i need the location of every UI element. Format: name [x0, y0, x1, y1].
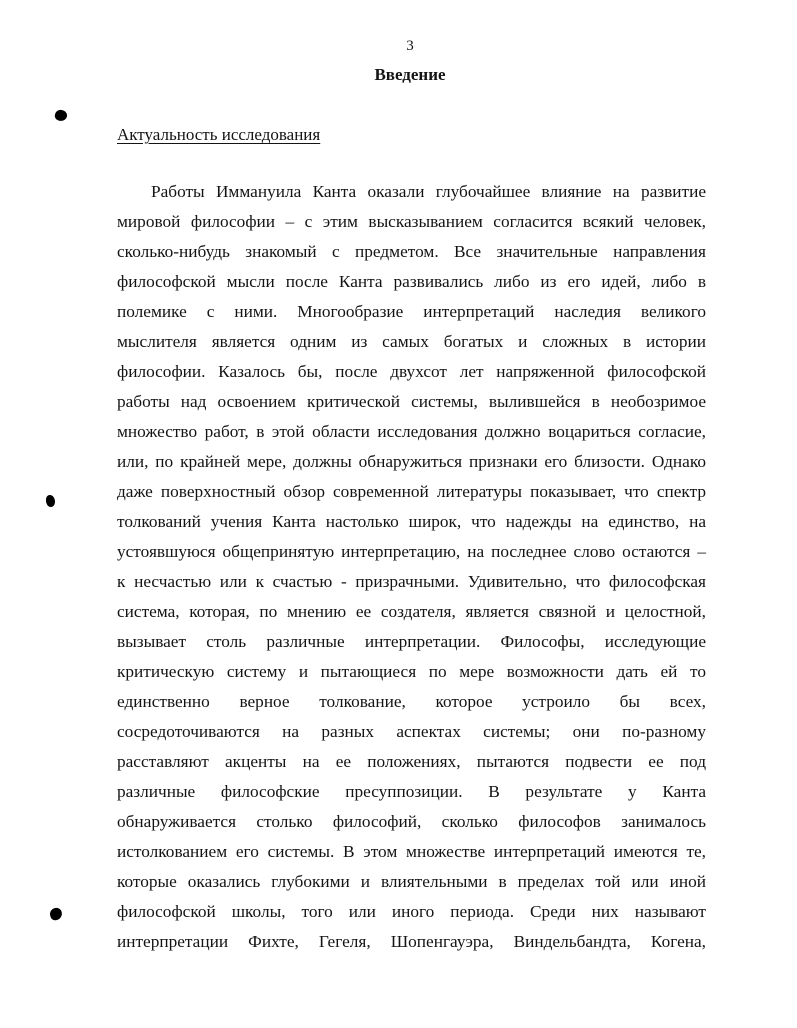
page-number: 3: [406, 38, 414, 54]
body-paragraph: [117, 177, 706, 957]
margin-ink-mark: [53, 108, 68, 122]
margin-ink-mark: [49, 907, 64, 922]
paragraph-line: система, которая, по мнению ее создателя, является связной и целостной,: [117, 602, 706, 621]
paragraph-line: мировой философии – с этим высказыванием согласится всякий человек,: [117, 212, 706, 231]
paragraph-line: философской мысли после Канта развивались либо из его идей, либо в: [117, 272, 706, 291]
paragraph-line: единственно верное толкование, которое устроило бы всех,: [117, 692, 706, 711]
paragraph-line: работы над освоением критической системы, вылившейся в необозримое: [117, 392, 706, 411]
paragraph-line: или, по крайней мере, должны обнаружиться признаки его близости. Однако: [117, 452, 706, 471]
paragraph-line: сосредоточиваются на разных аспектах системы; они по-разному: [117, 722, 706, 741]
paragraph-line: философии. Казалось бы, после двухсот лет напряженной философской: [117, 362, 706, 381]
paragraph-line: расставляют акценты на ее положениях, пытаются подвести ее под: [117, 752, 706, 771]
paragraph-line: толкований учения Канта настолько широк, что надежды на единство, на: [117, 512, 706, 531]
paragraph-line: мыслителя является одним из самых богатых и сложных в истории: [117, 332, 706, 351]
paragraph-line: истолкованием его системы. В этом множестве интерпретаций имеются те,: [117, 842, 706, 861]
paragraph-line: различные философские пресуппозиции. В результате у Канта: [117, 782, 706, 801]
paragraph-line: вызывает столь различные интерпретации. Философы, исследующие: [117, 632, 706, 651]
margin-ink-mark: [46, 495, 55, 507]
paragraph-line: обнаруживается столько философий, сколько философов занималось: [117, 812, 706, 831]
paragraph-line: к несчастью или к счастью - призрачными. Удивительно, что философская: [117, 572, 706, 591]
paragraph-line: Работы Иммануила Канта оказали глубочайшее влияние на развитие: [151, 182, 706, 201]
paragraph-line: полемике с ними. Многообразие интерпретаций наследия великого: [117, 302, 706, 321]
paragraph-line: которые оказались глубокими и влиятельными в пределах той или иной: [117, 872, 706, 891]
paragraph-line: интерпретации Фихте, Гегеля, Шопенгауэра, Виндельбандта, Когена,: [117, 932, 706, 951]
paragraph-line: сколько-нибудь знакомый с предметом. Все значительные направления: [117, 242, 706, 261]
page-title: Введение: [374, 65, 446, 84]
paragraph-line: множество работ, в этой области исследования должно воцариться согласие,: [117, 422, 706, 441]
paragraph-line: устоявшуюся общепринятую интерпретацию, на последнее слово остаются –: [117, 542, 706, 561]
paragraph-line: даже поверхностный обзор современной литературы показывает, что спектр: [117, 482, 706, 501]
paragraph-line: философской школы, того или иного периода. Среди них называют: [117, 902, 706, 921]
section-heading: Актуальность исследования: [117, 125, 321, 144]
paragraph-line: критическую систему и пытающиеся по мере возможности дать ей то: [117, 662, 706, 681]
